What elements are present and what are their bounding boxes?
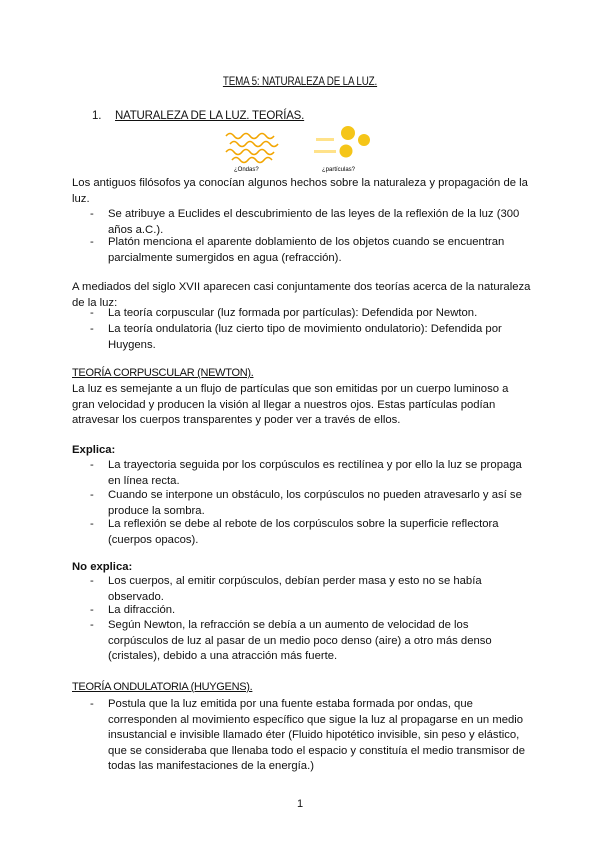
list-item — [90, 517, 530, 548]
bullet: - — [90, 575, 94, 587]
list-item — [90, 618, 530, 665]
list-item — [90, 458, 530, 489]
list-item-text: Según Newton, la refracción se debía a un aumento de velocidad de los corpúsculos de luz al pasar de un medio poco denso (aire) a otro más denso (cristales), debido a una atracción más fuerte. — [108, 619, 492, 662]
list-item-text: Cuando se interpone un obstáculo, los corpúsculos no pueden atravesarlo y así se produce la sombra. — [108, 489, 522, 517]
bullet: - — [90, 323, 94, 335]
list-item — [90, 488, 530, 519]
list-item-text: La teoría ondulatoria (luz cierto tipo de movimiento ondulatorio): Defendida por Huygens. — [108, 323, 502, 351]
page-title: TEMA 5: NATURALEZA DE LA LUZ. — [222, 74, 378, 88]
section-heading — [92, 110, 304, 122]
particles-label: ¿partículas? — [322, 167, 356, 173]
page-number: 1 — [296, 798, 304, 810]
xvii-paragraph: A mediados del siglo XVII aparecen casi conjuntamente dos teorías acerca de la naturaleza de la luz: — [72, 281, 531, 309]
bullet: - — [90, 236, 94, 248]
bullet: - — [90, 619, 94, 631]
bullet: - — [90, 604, 94, 616]
list-item — [90, 603, 530, 619]
list-item-text: Los cuerpos, al emitir corpúsculos, debían perder masa y esto no se había observado. — [108, 575, 482, 603]
list-item-text: Platón menciona el aparente doblamiento de los objetos cuando se encuentran parcialmente sumergidos en agua (refracción). — [108, 236, 505, 264]
waves-label: ¿Ondas? — [234, 167, 259, 173]
bullet: - — [90, 518, 94, 530]
section-title: NATURALEZA DE LA LUZ. TEORÍAS. — [115, 110, 305, 122]
list-item — [90, 574, 530, 605]
list-item-text: La difracción. — [108, 604, 176, 616]
intro-paragraph: Los antiguos filósofos ya conocían algunos hechos sobre la naturaleza y propagación de la luz. — [72, 177, 528, 205]
particles-icon — [314, 126, 370, 158]
section-number: 1. — [92, 110, 102, 122]
bullet: - — [90, 459, 94, 471]
list-item-text: La reflexión se debe al rebote de los corpúsculos sobre la superficie reflectora (cuerpos opacos). — [108, 518, 499, 546]
list-item-text: Postula que la luz emitida por una fuente estaba formada por ondas, que corresponden al movimiento específico que sigue la luz al propagarse en un medio insustancial e invisible llamado éter (Fluido hipotético invisible, sin peso y elástico, que se consideraba que llenaba todo el espacio y constituía el medio transmisor de todas las manifestaciones de la energía.) — [108, 698, 525, 772]
waves-icon — [226, 134, 278, 163]
bullet: - — [90, 307, 94, 319]
list-item — [90, 207, 530, 238]
waves-particles-illustration — [224, 124, 384, 174]
list-item — [90, 306, 530, 322]
bullet: - — [90, 698, 94, 710]
explains-label: Explica: — [72, 444, 116, 456]
corpuscular-paragraph: La luz es semejante a un flujo de partículas que son emitidas por un cuerpo luminoso a gran velocidad y producen la visión al llegar a nuestros ojos. Estas partículas podían atravesar los cuerpos transparentes y poder ver a través de ellos. — [72, 383, 509, 426]
bullet: - — [90, 489, 94, 501]
corpuscular-heading: TEORÍA CORPUSCULAR (NEWTON). — [72, 367, 254, 379]
list-item-text: Se atribuye a Euclides el descubrimiento de las leyes de la reflexión de la luz (300 años a.C.). — [108, 208, 520, 236]
list-item-text: La teoría corpuscular (luz formada por partículas): Defendida por Newton. — [108, 307, 478, 319]
list-item — [90, 697, 530, 775]
bullet: - — [90, 208, 94, 220]
list-item — [90, 322, 530, 353]
list-item-text: La trayectoria seguida por los corpúsculos es rectilínea y por ello la luz se propaga en línea recta. — [108, 459, 522, 487]
ondulatoria-heading: TEORÍA ONDULATORIA (HUYGENS). — [72, 681, 253, 693]
not-explains-label: No explica: — [72, 561, 133, 573]
list-item — [90, 235, 530, 266]
